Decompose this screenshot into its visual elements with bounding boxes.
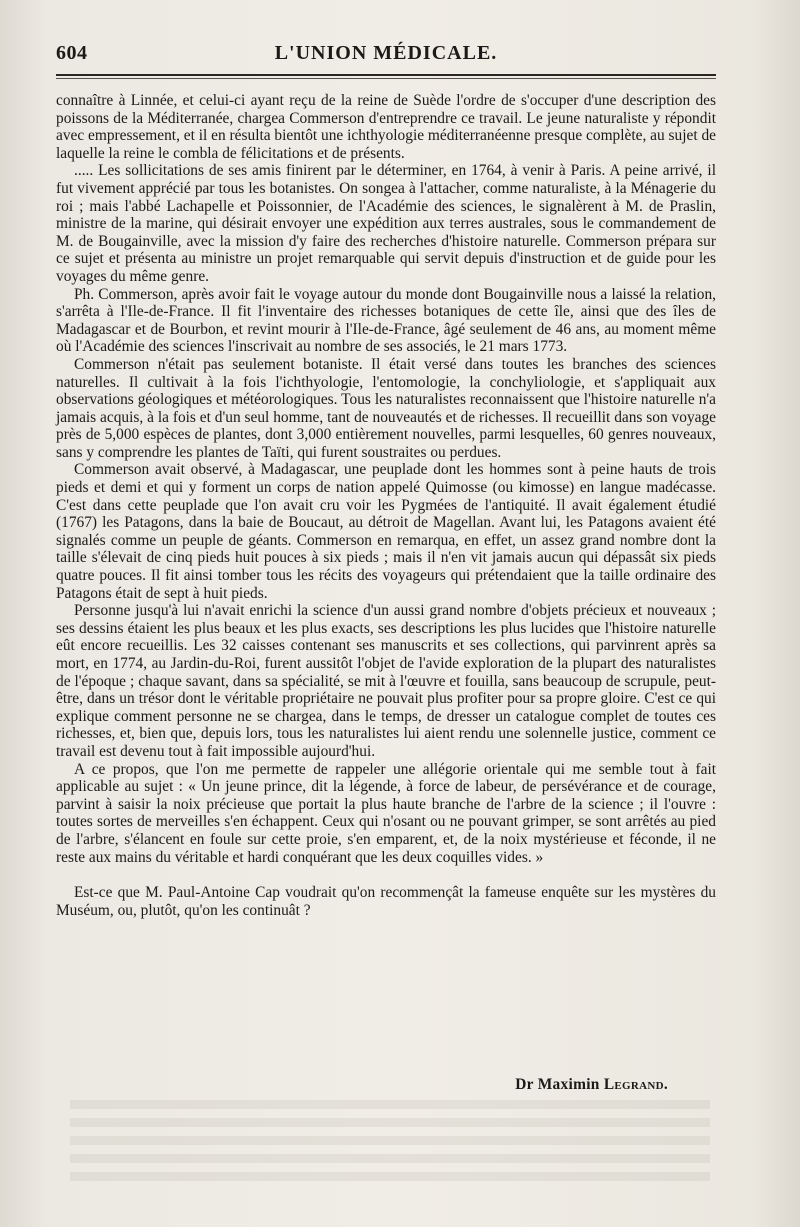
paragraph-1: connaître à Linnée, et celui-ci ayant reçu de la reine de Suède l'ordre de s'occuper d'une description des poissons de la Méditerranée, chargea Commerson d'entreprendre ce travail. Le jeune naturaliste y répondit avec empressement, et il en résulta bientôt une ichthyologie méditerranéenne presque complète, au sujet de laquelle la reine le combla de félicitations et de présents.: [56, 92, 716, 162]
author-signature: [56, 1076, 668, 1094]
header-rule-thin: [56, 78, 716, 79]
page-number: 604: [56, 42, 88, 64]
signature-surname: Legrand.: [603, 1076, 668, 1093]
paragraph-7: A ce propos, que l'on me permette de rappeler une allégorie orientale qui me semble tout à fait applicable au sujet : « Un jeune prince, dit la légende, à force de labeur, de persévérance et de courage, parvint à saisir la noix précieuse que portait la plus haute branche de l'arbre de la science ; il l'ouvre : toutes sortes de merveilles s'en échappent. Ceux qui n'osant ou ne pouvant grimper, se sont arrêtés au pied de l'arbre, s'élancent en foule sur cette proie, s'en emparent, et, de la noix mystérieuse et féconde, il ne reste aux mains du véritable et hardi conquérant que les deux coquilles vides. »: [56, 760, 716, 866]
paragraph-8: Est-ce que M. Paul-Antoine Cap voudrait qu'on recommençât la fameuse enquête sur les mystères du Muséum, ou, plutôt, qu'on les continuât ?: [56, 884, 716, 919]
paragraph-2: ..... Les sollicitations de ses amis finirent par le déterminer, en 1764, à venir à Paris. A peine arrivé, il fut vivement apprécié par tous les botanistes. On songea à l'attacher, comme naturaliste, à la Ménagerie du roi ; mais l'abbé Lachapelle et Poissonnier, de l'Académie des sciences, le signalèrent à M. de Praslin, ministre de la marine, qui désirait envoyer une expédition aux terres australes, sous le commandement de M. de Bougainville, avec la mission d'y faire des recherches d'histoire naturelle. Commerson prépara sur ce sujet et présenta au ministre un projet remarquable qui servit depuis d'instruction et de guide pour les voyages du même genre.: [56, 162, 716, 285]
article-body: [56, 92, 716, 919]
paragraph-4: Commerson n'était pas seulement botaniste. Il était versé dans toutes les branches des sciences naturelles. Il cultivait à la fois l'ichthyologie, l'entomologie, la conchyliologie, et s'appliquait aux observations géologiques et météorologiques. Tous les naturalistes reconnaissent que l'histoire naturelle n'a jamais acquis, à la fois et d'un seul homme, tant de nouveautés et de richesses. Il recueillit dans son voyage près de 5,000 espèces de plantes, dont 3,000 entièrement nouvelles, parmi lesquelles, 60 genres nouveaux, sans y comprendre les plantes de Taïti, qui furent soustraites ou perdues.: [56, 355, 716, 461]
bleed-through-texture: [70, 1100, 710, 1190]
signature-title: Dr: [515, 1076, 534, 1093]
page-header: [56, 40, 716, 70]
paragraph-6: Personne jusqu'à lui n'avait enrichi la science d'un aussi grand nombre d'objets précieux et nouveaux ; ses dessins étaient les plus beaux et les plus exacts, ses descriptions les plus lucides que l'histoire naturelle eût encore recueillis. Les 32 caisses contenant ses manuscrits et ses collections, qui parvinrent après sa mort, en 1774, au Jardin-du-Roi, furent aussitôt l'objet de l'avide exploration de la plupart des naturalistes de l'époque ; chaque savant, dans sa spécialité, se mit à l'œuvre et fouilla, sans beaucoup de scrupule, peut-être, dans un trésor dont le véritable propriétaire ne pouvait plus profiter pour sa propre gloire. C'est ce qui explique comment personne ne se chargea, dans le temps, de dresser un catalogue complet de toutes ces richesses, et, bien que, depuis lors, tous les naturalistes lui aient rendu une solennelle justice, comment ce travail est devenu tout à fait impossible aujourd'hui.: [56, 602, 716, 760]
paragraph-3: Ph. Commerson, après avoir fait le voyage autour du monde dont Bougainville nous a laissé la relation, s'arrêta à l'Ile-de-France. Il fit l'inventaire des richesses botaniques de cette île, ainsi que des îles de Madagascar et de Bourbon, et revint mourir à l'Ile-de-France, âgé seulement de 46 ans, au moment même où l'Académie des sciences l'inscrivait au nombre de ses associés, le 21 mars 1773.: [56, 285, 716, 356]
signature-name: Maximin: [537, 1076, 600, 1093]
paragraph-5: Commerson avait observé, à Madagascar, une peuplade dont les hommes sont à peine hauts de trois pieds et demi et qui y forment un corps de nation appelé Quimosse (ou kimosse) en langue madécasse. C'est dans cette peuplade que l'on avait cru voir les Pygmées de l'antiquité. Il avait également étudié (1767) les Patagons, dans la baie de Boucaut, au détroit de Magellan. Avant lui, les Patagons avaient été signalés comme un peuple de géants. Commerson en remarqua, en effet, un assez grand nombre dont la taille s'élevait de cinq pieds huit pouces à six pieds ; mais il n'en vit jamais aucun qui dépassât six pieds quatre pouces. Il fit ainsi tomber tous les récits des voyageurs qui prétendaient que la taille ordinaire des Patagons était de sept à huit pieds.: [56, 461, 716, 602]
journal-title: L'UNION MÉDICALE.: [274, 42, 498, 64]
header-rule: [56, 74, 716, 76]
